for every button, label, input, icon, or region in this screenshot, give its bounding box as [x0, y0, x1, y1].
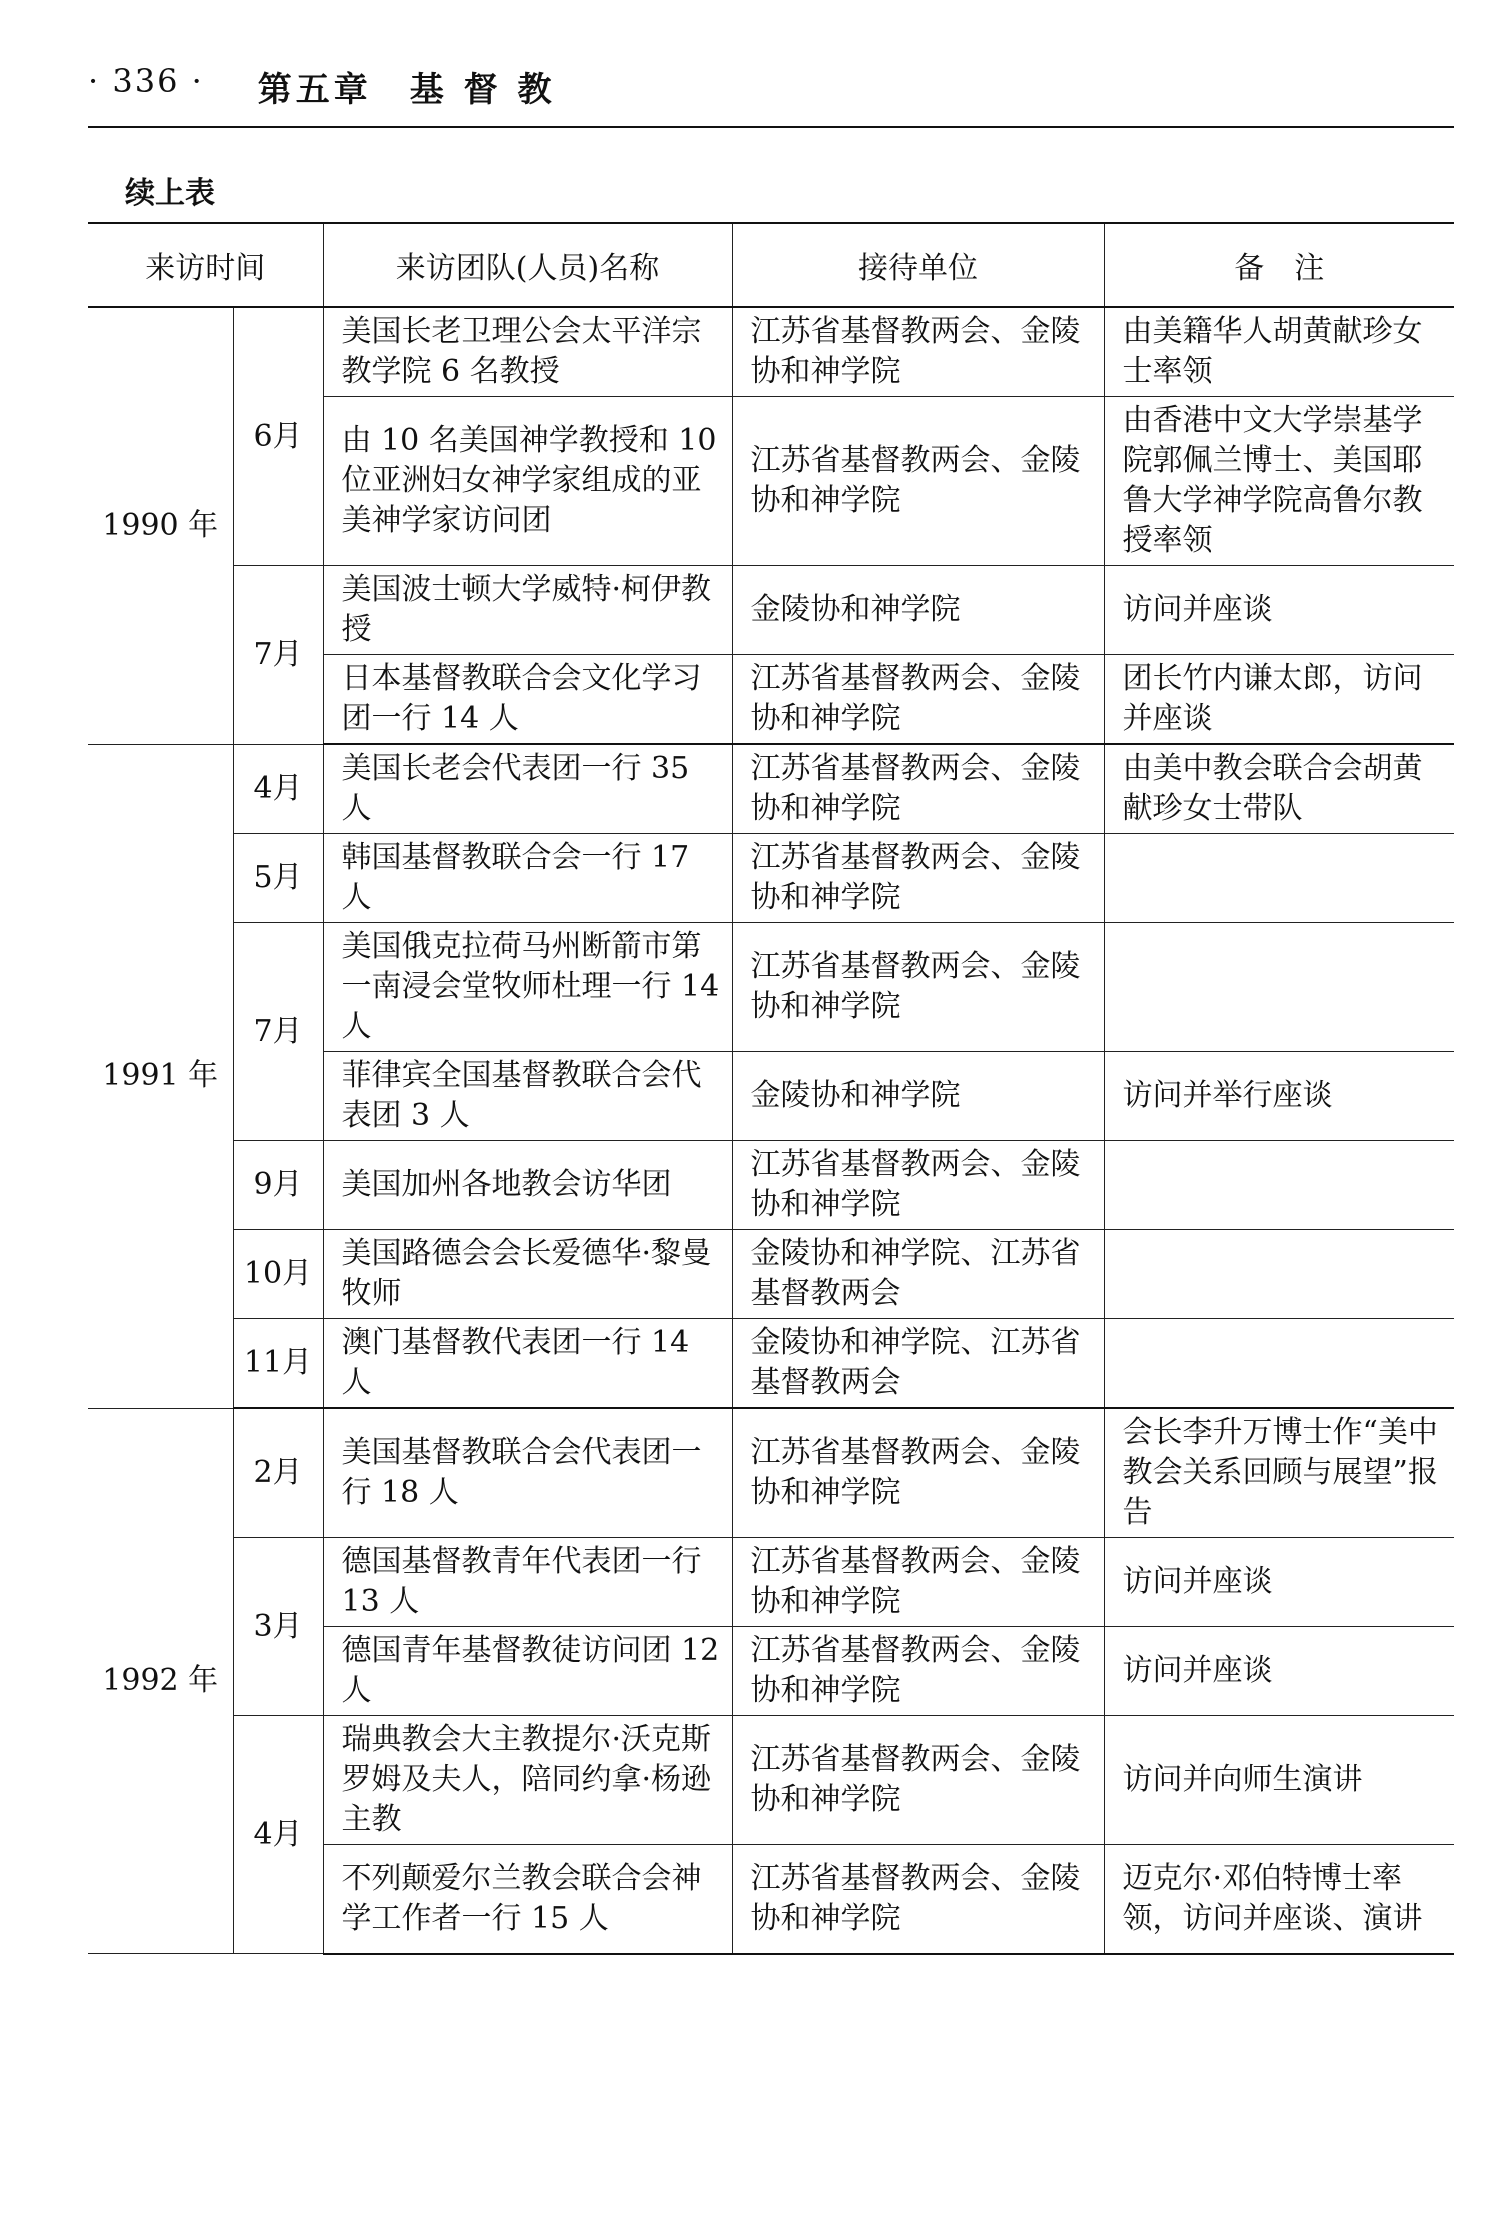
note-cell: [1104, 834, 1454, 923]
col-header-time: 来访时间: [88, 223, 323, 307]
host-unit-cell: 江苏省基督教两会、金陵协和神学院: [732, 834, 1104, 923]
month-cell: 9月: [233, 1141, 323, 1230]
host-unit-cell: 江苏省基督教两会、金陵协和神学院: [732, 1141, 1104, 1230]
note-cell: [1104, 923, 1454, 1052]
group-name-cell: 美国基督教联合会代表团一行 18 人: [323, 1408, 732, 1538]
month-cell: 11月: [233, 1319, 323, 1409]
month-cell: 7月: [233, 566, 323, 745]
year-cell: 1990 年: [88, 307, 233, 744]
col-header-note: 备 注: [1104, 223, 1454, 307]
table-header-row: [88, 223, 1454, 307]
group-name-cell: 由 10 名美国神学教授和 10 位亚洲妇女神学家组成的亚美神学家访问团: [323, 397, 732, 566]
host-unit-cell: 金陵协和神学院: [732, 566, 1104, 655]
host-unit-cell: 江苏省基督教两会、金陵协和神学院: [732, 923, 1104, 1052]
note-cell: [1104, 1230, 1454, 1319]
group-name-cell: 日本基督教联合会文化学习团一行 14 人: [323, 655, 732, 745]
table-row: [88, 1716, 1454, 1845]
visits-table: [88, 222, 1454, 1955]
table-row: [88, 744, 1454, 834]
note-cell: 访问并座谈: [1104, 566, 1454, 655]
group-name-cell: 德国基督教青年代表团一行 13 人: [323, 1538, 732, 1627]
month-cell: 7月: [233, 923, 323, 1141]
group-name-cell: 澳门基督教代表团一行 14 人: [323, 1319, 732, 1409]
note-cell: 访问并举行座谈: [1104, 1052, 1454, 1141]
note-cell: 会长李升万博士作“美中教会关系回顾与展望”报告: [1104, 1408, 1454, 1538]
month-cell: 4月: [233, 1716, 323, 1954]
table-row: [88, 1408, 1454, 1538]
note-cell: 迈克尔·邓伯特博士率领，访问并座谈、演讲: [1104, 1845, 1454, 1954]
month-cell: 10月: [233, 1230, 323, 1319]
table-row: [88, 1538, 1454, 1627]
group-name-cell: 瑞典教会大主教提尔·沃克斯罗姆及夫人，陪同约拿·杨逊主教: [323, 1716, 732, 1845]
host-unit-cell: 江苏省基督教两会、金陵协和神学院: [732, 655, 1104, 745]
year-cell: 1992 年: [88, 1408, 233, 1954]
note-cell: 访问并向师生演讲: [1104, 1716, 1454, 1845]
month-cell: 5月: [233, 834, 323, 923]
table-row: [88, 1319, 1454, 1409]
note-cell: [1104, 1319, 1454, 1409]
note-cell: 由香港中文大学崇基学院郭佩兰博士、美国耶鲁大学神学院高鲁尔教授率领: [1104, 397, 1454, 566]
month-cell: 4月: [233, 744, 323, 834]
group-name-cell: 美国波士顿大学威特·柯伊教授: [323, 566, 732, 655]
group-name-cell: 美国路德会会长爱德华·黎曼牧师: [323, 1230, 732, 1319]
host-unit-cell: 江苏省基督教两会、金陵协和神学院: [732, 1845, 1104, 1954]
host-unit-cell: 江苏省基督教两会、金陵协和神学院: [732, 397, 1104, 566]
chapter-title: 第五章 基 督 教: [257, 70, 556, 110]
month-cell: 2月: [233, 1408, 323, 1538]
host-unit-cell: 金陵协和神学院、江苏省基督教两会: [732, 1319, 1104, 1409]
month-cell: 3月: [233, 1538, 323, 1716]
col-header-group: 来访团队(人员)名称: [323, 223, 732, 307]
host-unit-cell: 金陵协和神学院、江苏省基督教两会: [732, 1230, 1104, 1319]
note-cell: 访问并座谈: [1104, 1627, 1454, 1716]
note-cell: [1104, 1141, 1454, 1230]
host-unit-cell: 江苏省基督教两会、金陵协和神学院: [732, 1408, 1104, 1538]
host-unit-cell: 江苏省基督教两会、金陵协和神学院: [732, 744, 1104, 834]
host-unit-cell: 江苏省基督教两会、金陵协和神学院: [732, 1627, 1104, 1716]
group-name-cell: 美国加州各地教会访华团: [323, 1141, 732, 1230]
year-cell: 1991 年: [88, 744, 233, 1408]
table-row: [88, 834, 1454, 923]
host-unit-cell: 江苏省基督教两会、金陵协和神学院: [732, 1716, 1104, 1845]
group-name-cell: 美国长老卫理公会太平洋宗教学院 6 名教授: [323, 307, 732, 397]
host-unit-cell: 江苏省基督教两会、金陵协和神学院: [732, 307, 1104, 397]
page-number: · 336 ·: [88, 62, 204, 100]
host-unit-cell: 江苏省基督教两会、金陵协和神学院: [732, 1538, 1104, 1627]
host-unit-cell: 金陵协和神学院: [732, 1052, 1104, 1141]
group-name-cell: 韩国基督教联合会一行 17 人: [323, 834, 732, 923]
col-header-host: 接待单位: [732, 223, 1104, 307]
note-cell: 由美籍华人胡黄献珍女士率领: [1104, 307, 1454, 397]
group-name-cell: 不列颠爱尔兰教会联合会神学工作者一行 15 人: [323, 1845, 732, 1954]
running-header: [88, 62, 1454, 128]
continued-label: 续上表: [125, 176, 215, 211]
table-row: [88, 307, 1454, 397]
table-row: [88, 923, 1454, 1052]
table-body: [88, 307, 1454, 1954]
month-cell: 6月: [233, 307, 323, 566]
note-cell: 由美中教会联合会胡黄献珍女士带队: [1104, 744, 1454, 834]
group-name-cell: 菲律宾全国基督教联合会代表团 3 人: [323, 1052, 732, 1141]
table-row: [88, 1141, 1454, 1230]
group-name-cell: 美国长老会代表团一行 35 人: [323, 744, 732, 834]
note-cell: 访问并座谈: [1104, 1538, 1454, 1627]
group-name-cell: 美国俄克拉荷马州断箭市第一南浸会堂牧师杜理一行 14 人: [323, 923, 732, 1052]
table-row: [88, 566, 1454, 655]
note-cell: 团长竹内谦太郎，访问并座谈: [1104, 655, 1454, 745]
table-row: [88, 1230, 1454, 1319]
group-name-cell: 德国青年基督教徒访问团 12 人: [323, 1627, 732, 1716]
